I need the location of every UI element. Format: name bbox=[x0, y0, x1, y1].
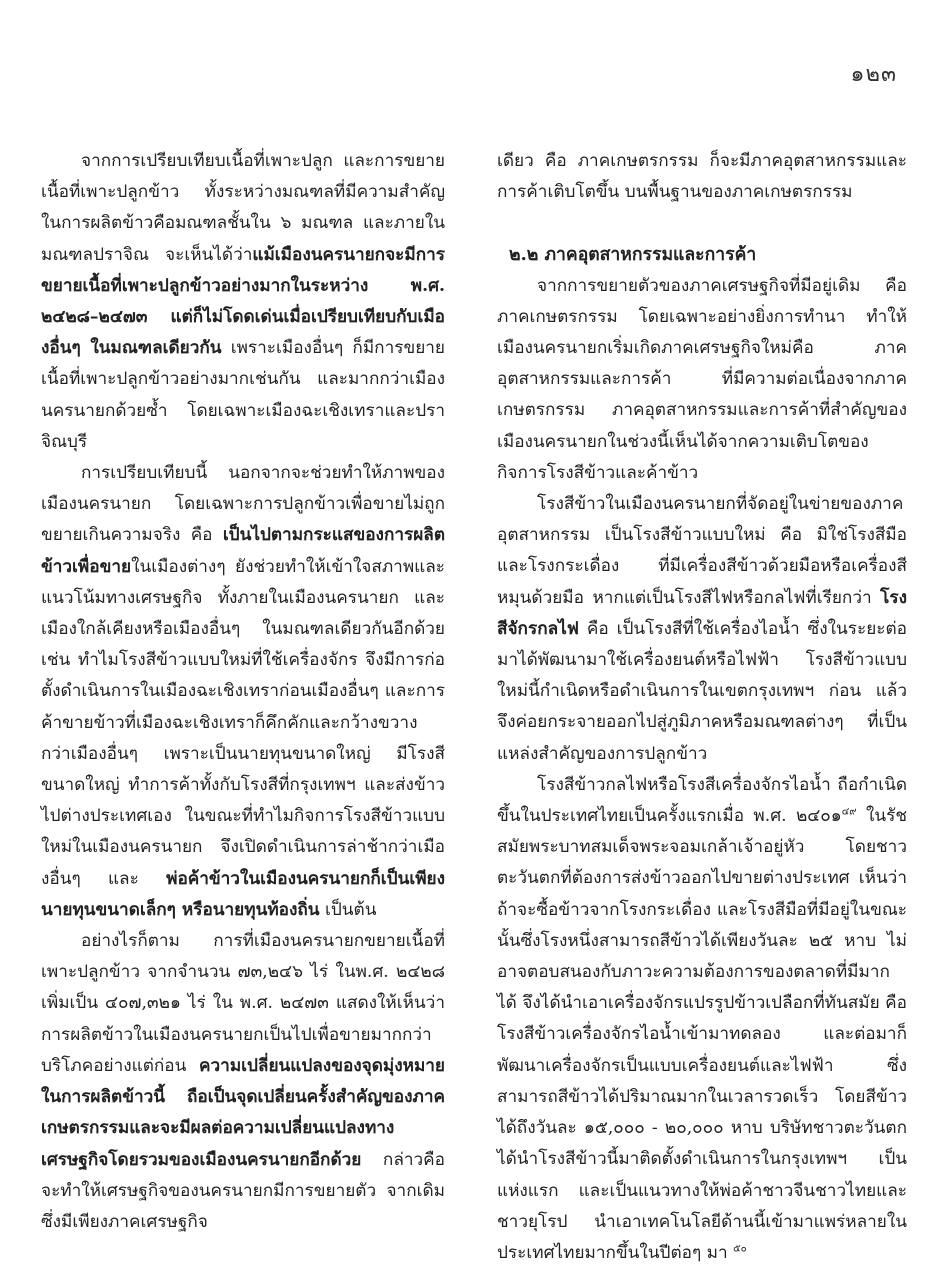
footnote-ref[interactable]: ๔๙ bbox=[841, 806, 857, 818]
text-run: ในเมืองต่างๆ ยังช่วยทำให้เข้าใจสภาพและแนวโน้มทางเศรษฐกิจ ทั้งภายในเมืองนครนายก และเมืองใกล้เคียงหรือเมืองอื่นๆ ในมณฑลเดียวกันอีกด้วย เช่น ทำไมโรงสีข้าวแบบใหม่ที่ใช้เครื่องจักร จึงมีการก่อตั้งดำเนินการในเมืองฉะเชิงเทราก่อนเมืองอื่นๆ และการค้าขายข้าวที่เมืองฉะเชิงเทราก็คึกคักและกว้างขวางกว่าเมืองอื่นๆ เพราะเป็นนายทุนขนาดใหญ่ มีโรงสีขนาดใหญ่ ทำการค้าทั้งกับโรงสีที่กรุงเทพฯ และส่งข้าวไปต่างประเทศเอง ในขณะที่ทำไมกิจการโรงสีข้าวแบบใหม่ในเมืองนครนายก จึงเปิดดำเนินการล่าช้ากว่าเมืองอื่นๆ และ bbox=[41, 556, 445, 889]
left-paragraph-1 bbox=[41, 146, 445, 458]
footnote-ref[interactable]: ๕๐ bbox=[733, 1243, 747, 1255]
right-paragraph-1: จากการขยายตัวของภาคเศรษฐกิจที่มีอยู่เดิม คือภาคเกษตรกรรม โดยเฉพาะอย่างยิ่งการทำนา ทำให้เมืองนครนายกเริ่มเกิดภาคเศรษฐกิจใหม่คือ ภาคอุตสาหกรรมและการค้า ที่มีความต่อเนื่องจากภาคเกษตรกรรม ภาคอุตสาหกรรมและการค้าที่สำคัญของเมืองนครนายกในช่วงนี้เห็นได้จากความเติบโตของกิจการโรงสีข้าวและค้าข้าว bbox=[497, 275, 907, 483]
text-run: จากการเปรียบเทียบเนื้อที่เพาะปลูก และการขยายเนื้อที่เพาะปลูกข้าว ทั้งระหว่างมณฑลที่มีความสำคัญในการผลิตข้าวคือมณฑลชั้นใน ๖ มณฑล และภายในมณฑลปราจิณ จะเห็นได้ว่า bbox=[41, 151, 445, 265]
page-number: ๑๒๓ bbox=[850, 62, 897, 87]
text-run: อย่างไรก็ตาม การที่เมืองนครนายกขยายเนื้อที่เพาะปลูกข้าว จากจำนวน ๗๓,๒๔๖ ไร่ ในพ.ศ. ๒๔๒๘ เพิ่มเป็น ๔๐๗,๓๒๑ ไร่ ใน พ.ศ. ๒๔๗๓ แสดงให้เห็นว่า การผลิตข้าวในเมืองนครนายกเป็นไปเพื่อขายมากกว่าบริโภคอย่างแต่ก่อน bbox=[41, 931, 445, 1076]
text-run: โรงสีข้าวกลไฟหรือโรงสีเครื่องจักรไอน้ำ ถือกำเนิดขึ้นในประเทศไทยเป็นครั้งแรกเมื่อ พ.ศ. ๒๔๐๑ bbox=[497, 774, 907, 827]
left-paragraph-3 bbox=[41, 926, 445, 1238]
bold-run: ความเปลี่ยนแปลงของจุดมุ่งหมายในการผลิตข้าวนี้ ถือเป็นจุดเปลี่ยนครั้งสำคัญของภาคเกษตรกรรมและจะมีผลต่อความเปลี่ยนแปลงทางเศรษฐกิจโดยรวมของเมืองนครนายกอีกด้วย bbox=[41, 1055, 445, 1170]
text-run: การเปรียบเทียบนี้ นอกจากจะช่วยทำให้ภาพของเมืองนครนายก โดยเฉพาะการปลูกข้าวเพื่อขายไม่ถูกขยายเกินความจริง คือ bbox=[41, 463, 445, 546]
section-heading: ๒.๒ ภาคอุตสาหกรรมและการค้า bbox=[509, 244, 757, 266]
bold-run: พ่อค้าข้าวในเมืองนครนายกก็เป็นเพียงนายทุนขนาดเล็กๆ หรือนายทุนท้องถิ่น bbox=[41, 868, 445, 920]
text-run: เพราะเมืองอื่นๆ ก็มีการขยายเนื้อที่เพาะปลูกข้าวอย่างมากเช่นกัน และมากกว่าเมืองนครนายกด้วยซ้ำ โดยเฉพาะเมืองฉะเชิงเทราและปราจิณบุรี bbox=[41, 338, 445, 452]
bold-run: โรงสีจักรกลไฟ bbox=[497, 587, 907, 639]
text-run: คือ เป็นโรงสีที่ใช้เครื่องไอน้ำ ซึ่งในระยะต่อมาได้พัฒนามาใช้เครื่องยนต์หรือไฟฟ้า โรงสีข้าวแบบใหม่นี้กำเนิดหรือดำเนินการในเขตกรุงเทพฯ ก่อน แล้วจึงค่อยกระจายออกไปสู่ภูมิภาคหรือมณฑลต่างๆ ที่เป็นแหล่งสำคัญของการปลูกข้าว bbox=[497, 618, 907, 764]
text-run: โรงสีข้าวในเมืองนครนายกที่จัดอยู่ในข่ายของภาคอุตสาหกรรม เป็นโรงสีข้าวแบบใหม่ คือ มิใช่โรงสีมือและโรงกระเดื่อง ที่มีเครื่องสีข้าวด้วยมือหรือเครื่องสีหมุนด้วยมือ หากแต่เป็นโรงสีไฟหรือกลไฟที่เรียกว่า bbox=[497, 494, 907, 608]
right-paragraph-2 bbox=[497, 489, 907, 770]
text-run: ในรัชสมัยพระบาทสมเด็จพระจอมเกล้าเจ้าอยู่หัว โดยชาวตะวันตกที่ต้องการส่งข้าวออกไปขายต่างประเทศ เห็นว่าถ้าจะซื้อข้าวจากโรงกระเดื่อง และโรงสีมือที่มีอยู่ในขณะนั้นซึ่งโรงหนึ่งสามารถสีข้าวได้เพียงวันละ ๒๕ หาบ ไม่อาจตอบสนองกับภาวะความต้องการของตลาดที่มีมากได้ จึงได้นำเอาเครื่องจักรแปรรูปข้าวเปลือกที่ทันสมัย คือ โรงสีข้าวเครื่องจักรไอน้ำเข้ามาทดลอง และต่อมาก็พัฒนาเครื่องจักรเป็นแบบเครื่องยนต์และไฟฟ้า ซึ่งสามารถสีข้าวได้ปริมาณมากในเวลารวดเร็ว โดยสีข้าวได้ถึงวันละ ๑๕,๐๐๐ - ๒๐,๐๐๐ หาบ บริษัทชาวตะวันตกได้นำโรงสีข้าวนี้มาติดตั้งดำเนินการในกรุงเทพฯ เป็นแห่งแรก และเป็นแนวทางให้พ่อค้าชาวจีนชาวไทยและชาวยุโรป นำเอาเทคโนโลยีด้านนี้เข้ามาแพร่หลายในประเทศไทยมากขึ้นในปีต่อๆ มา bbox=[497, 806, 907, 1263]
right-paragraph-continued: เดียว คือ ภาคเกษตรกรรม ก็จะมีภาคอุตสาหกรรมและการค้าเติบโตขึ้น บนพื้นฐานของภาคเกษตรกรรม bbox=[497, 151, 907, 203]
right-column bbox=[497, 146, 907, 1269]
bold-run: เป็นไปตามกระแสของการผลิตข้าวเพื่อขาย bbox=[41, 525, 445, 577]
bold-run: แม้เมืองนครนายกจะมีการขยายเนื้อที่เพาะปลูกข้าวอย่างมากในระหว่าง พ.ศ. ๒๔๒๘–๒๔๗๓ แต่ก็ไม่โดดเด่นเมื่อเปรียบเทียบกับเมืองอื่นๆ ในมณฑลเดียวกัน bbox=[41, 244, 445, 359]
left-paragraph-2 bbox=[41, 458, 445, 926]
left-column bbox=[41, 146, 445, 1238]
right-paragraph-3 bbox=[497, 770, 907, 1269]
spacer bbox=[497, 208, 907, 239]
text-run: เป็นต้น bbox=[319, 899, 377, 920]
text-run: กล่าวคือ จะทำให้เศรษฐกิจของนครนายกมีการขยายตัว จากเดิมซึ่งมีเพียงภาคเศรษฐกิจ bbox=[41, 1149, 445, 1232]
